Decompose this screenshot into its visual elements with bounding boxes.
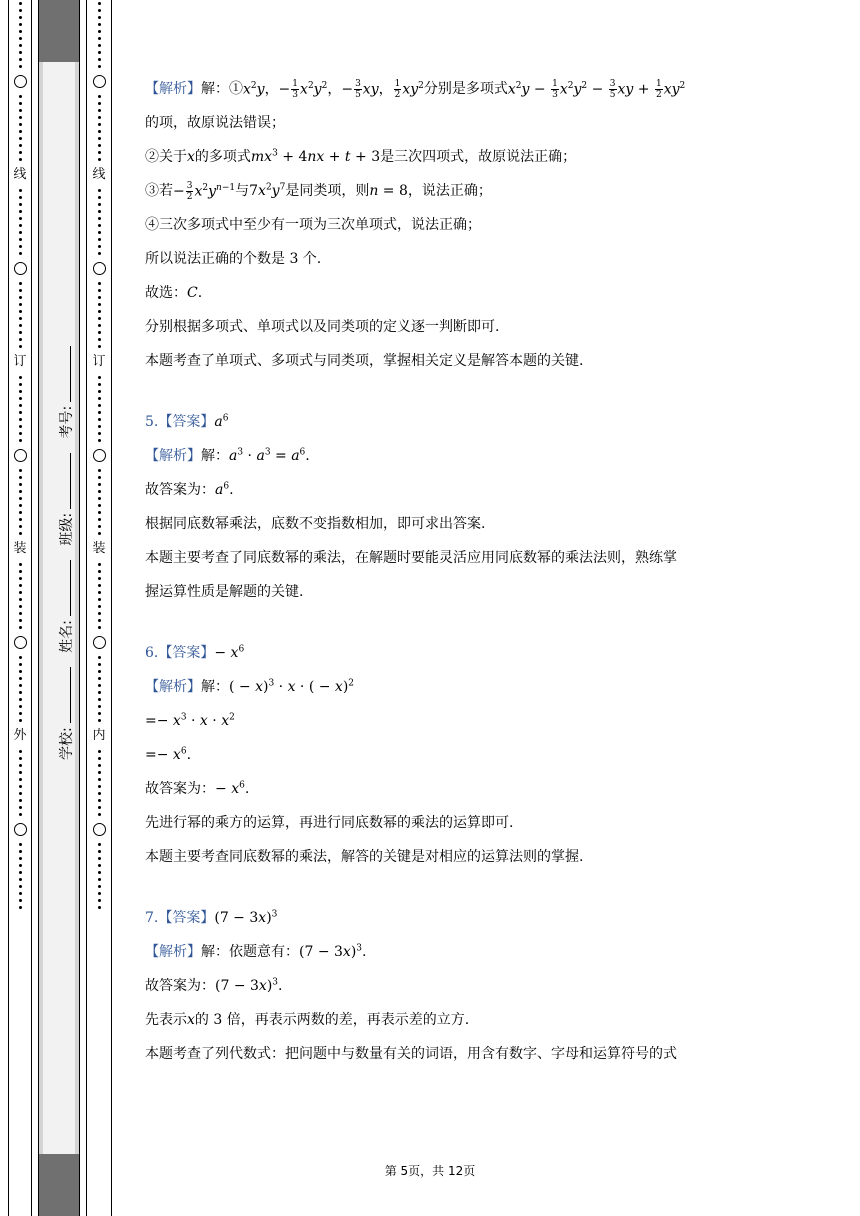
math-expr: =− $x^6$.: [145, 746, 192, 763]
q5-answer-line: [145, 405, 825, 439]
math-expr: − $\frac{3}{2}$ $x^2y^{n-1}$: [173, 180, 236, 202]
q5-line-4: 根据同底数幂乘法，底数不变指数相加，即可求出答案.: [145, 516, 486, 532]
inner-dotted-line: [98, 374, 101, 444]
school-blank[interactable]: [70, 667, 71, 723]
q6-step-2: [145, 738, 825, 772]
q5-line-3: [145, 473, 825, 507]
q4-analysis-line-4: [145, 174, 825, 208]
q4-analysis-line-6: 所以说法正确的个数是 3 个.: [145, 251, 322, 267]
inner-label: 线: [92, 167, 106, 182]
school-label: 学校:: [59, 727, 75, 760]
outer-dotted-line: [19, 841, 22, 911]
answer-tag: 【答案】: [158, 414, 215, 430]
outer-dotted-line: [19, 0, 22, 70]
math-expr: − $x^6$: [214, 644, 245, 661]
outer-dotted-line: [19, 280, 22, 350]
q6-analysis-line: [145, 670, 825, 704]
q4-text: 是三次四项式，故原说法正确；: [380, 149, 577, 165]
analysis-tag: 【解析】: [145, 944, 201, 960]
q7-answer-line: [145, 901, 825, 935]
q5-number: 5.: [145, 414, 159, 430]
math-expr: $mx^3 + 4nx + t + 3$: [250, 148, 381, 165]
q7-line-4: 先表示 x 的 3 倍，再表示两数的差，再表示差的立方.: [145, 1012, 470, 1028]
q5-text: 故答案为：: [145, 482, 215, 498]
inner-dotted-line: [98, 561, 101, 631]
inner-circle-mark: [93, 449, 106, 462]
q5-line-5: 本题主要考查了同底数幂的乘法，在解题时要能灵活应用同底数幂的乘法法则，熟练掌: [145, 550, 677, 566]
math-expr: $a^6$.: [215, 481, 234, 498]
inner-dotted-line: [98, 0, 101, 70]
q4-text: ③若: [145, 183, 173, 199]
q7-text: 解：依题意有：: [201, 944, 299, 960]
answer-tag: 【答案】: [158, 910, 215, 926]
outer-circle-mark: [14, 636, 27, 649]
q4-analysis-line-1: [145, 72, 825, 106]
q4-analysis-line-3: ②关于 x 的多项式 $mx^3 + 4nx + t + 3$ 是三次四项式，故原说法正确；: [145, 148, 577, 165]
analysis-tag: 【解析】: [145, 448, 201, 464]
inner-dotted-line: [98, 93, 101, 163]
inner-dotted-line: [98, 187, 101, 257]
math-expr: $(7 - 3x)^3$: [214, 909, 278, 926]
q4-text: 故选：: [145, 285, 187, 301]
q4-text: 分别是多项式: [423, 81, 508, 97]
outer-dotted-line: [19, 93, 22, 163]
outer-label: 外: [13, 728, 27, 743]
outer-dotted-line: [19, 561, 22, 631]
q4-text: ②关于: [145, 149, 187, 165]
math-expr: ( − x)$^3$ · x · ( − x)$^2$: [229, 678, 355, 695]
math-expr: $a^3 \cdot a^3 = a^6$.: [229, 447, 310, 464]
q6-step-1: [145, 704, 825, 738]
q4-text: 是同类项，则: [285, 183, 370, 199]
outer-binding-column: [8, 0, 32, 1216]
math-expr: $x^2y$，− $\frac{1}{3}$ $x^2y^2$，− $\frac{3}{5}$ xy， $\frac{1}{2}$ $xy^2$: [243, 78, 424, 100]
inner-dotted-line: [98, 654, 101, 724]
q5-analysis-line: [145, 439, 825, 473]
inner-label: 装: [92, 541, 106, 556]
q6-text: 解：: [201, 679, 229, 695]
q4-analysis-line-5: ④三次多项式中至少有一项为三次单项式，说法正确；: [145, 217, 481, 233]
q7-number: 7.: [145, 910, 159, 926]
q5-line-6: 握运算性质是解题的关键.: [145, 584, 304, 600]
answer-tag: 【答案】: [158, 645, 215, 661]
outer-label: 订: [13, 354, 27, 369]
q6-answer-line: [145, 636, 825, 670]
q7-text: 先表示: [145, 1012, 187, 1028]
q6-line-5: [145, 772, 825, 806]
outer-dotted-line: [19, 374, 22, 444]
inner-circle-mark: [93, 636, 106, 649]
outer-circle-mark: [14, 449, 27, 462]
q6-text: 故答案为：: [145, 781, 215, 797]
q7-text: 的 3 倍，再表示两数的差，再表示差的立方.: [194, 1012, 470, 1028]
math-expr: $a^6$: [214, 413, 229, 430]
q7-text: 故答案为：: [145, 978, 215, 994]
math-expr: n = 8: [369, 183, 408, 199]
q4-analysis-line-8: 分别根据多项式、单项式以及同类项的定义逐一判断即可.: [145, 319, 500, 335]
inner-dotted-line: [98, 467, 101, 537]
inner-circle-mark: [93, 823, 106, 836]
inner-binding-column: [86, 0, 112, 1216]
outer-dotted-line: [19, 467, 22, 537]
inner-label: 内: [92, 728, 106, 743]
math-expr: $(7 - 3x)^3$.: [215, 977, 283, 994]
inner-circle-mark: [93, 75, 106, 88]
inner-dotted-line: [98, 841, 101, 911]
outer-dotted-line: [19, 187, 22, 257]
outer-dotted-line: [19, 748, 22, 818]
q4-analysis-line-7: [145, 276, 825, 310]
math-expr: =− $x^3 \cdot x \cdot x^2$: [145, 712, 235, 729]
inner-dotted-line: [98, 748, 101, 818]
outer-label: 线: [13, 167, 27, 182]
q4-analysis-line-9: 本题考查了单项式、多项式与同类项，掌握相关定义是解答本题的关键.: [145, 353, 584, 369]
student-info-fields: [58, 336, 76, 760]
name-blank[interactable]: [70, 560, 71, 616]
q7-line-5: 本题考查了列代数式：把问题中与数量有关的词语，用含有数字、字母和运算符号的式: [145, 1046, 677, 1062]
q4-text: .: [197, 285, 203, 301]
math-expr: $(7 - 3x)^3$.: [299, 943, 367, 960]
class-blank[interactable]: [70, 453, 71, 509]
q6-line-6: 先进行幂的乘方的运算，再进行同底数幂的乘法的运算即可.: [145, 815, 514, 831]
exam-number-blank[interactable]: [70, 346, 71, 402]
outer-label: 装: [13, 541, 27, 556]
page-footer: 第 5页，共 12页: [384, 1164, 476, 1178]
strip-top-block: [39, 0, 79, 62]
math-expr: $x^2y$ − $\frac{1}{3}$ $x^2y^2$ − $\frac{3}{5}$ xy + $\frac{1}{2}$ $xy^2$: [507, 78, 686, 100]
choice-letter: C: [187, 285, 198, 301]
inner-dotted-line: [98, 280, 101, 350]
q5-text: 解：: [201, 448, 229, 464]
outer-dotted-line: [19, 654, 22, 724]
exam-number-label: 考号:: [59, 405, 75, 439]
q7-analysis-line: [145, 935, 825, 969]
q7-line-3: [145, 969, 825, 1003]
q4-text: 与: [235, 183, 250, 199]
outer-circle-mark: [14, 75, 27, 88]
q4-text: 解：①: [201, 81, 243, 97]
q4-text: ，说法正确；: [407, 183, 492, 199]
math-expr: − $x^6$.: [215, 780, 250, 797]
q4-text: 的多项式: [194, 149, 251, 165]
name-label: 姓名:: [59, 620, 75, 653]
q6-line-7: 本题主要考查同底数幂的乘法，解答的关键是对相应的运算法则的掌握.: [145, 849, 584, 865]
q6-number: 6.: [145, 645, 159, 661]
inner-circle-mark: [93, 262, 106, 275]
inner-label: 订: [92, 354, 106, 369]
analysis-tag: 【解析】: [145, 81, 201, 97]
answer-content: [145, 72, 825, 1071]
outer-circle-mark: [14, 823, 27, 836]
math-expr: $7x^2y^7$: [249, 182, 286, 199]
outer-circle-mark: [14, 262, 27, 275]
q4-analysis-line-2: 的项，故原说法错误；: [145, 115, 285, 131]
analysis-tag: 【解析】: [145, 679, 201, 695]
class-label: 班级:: [59, 512, 75, 546]
